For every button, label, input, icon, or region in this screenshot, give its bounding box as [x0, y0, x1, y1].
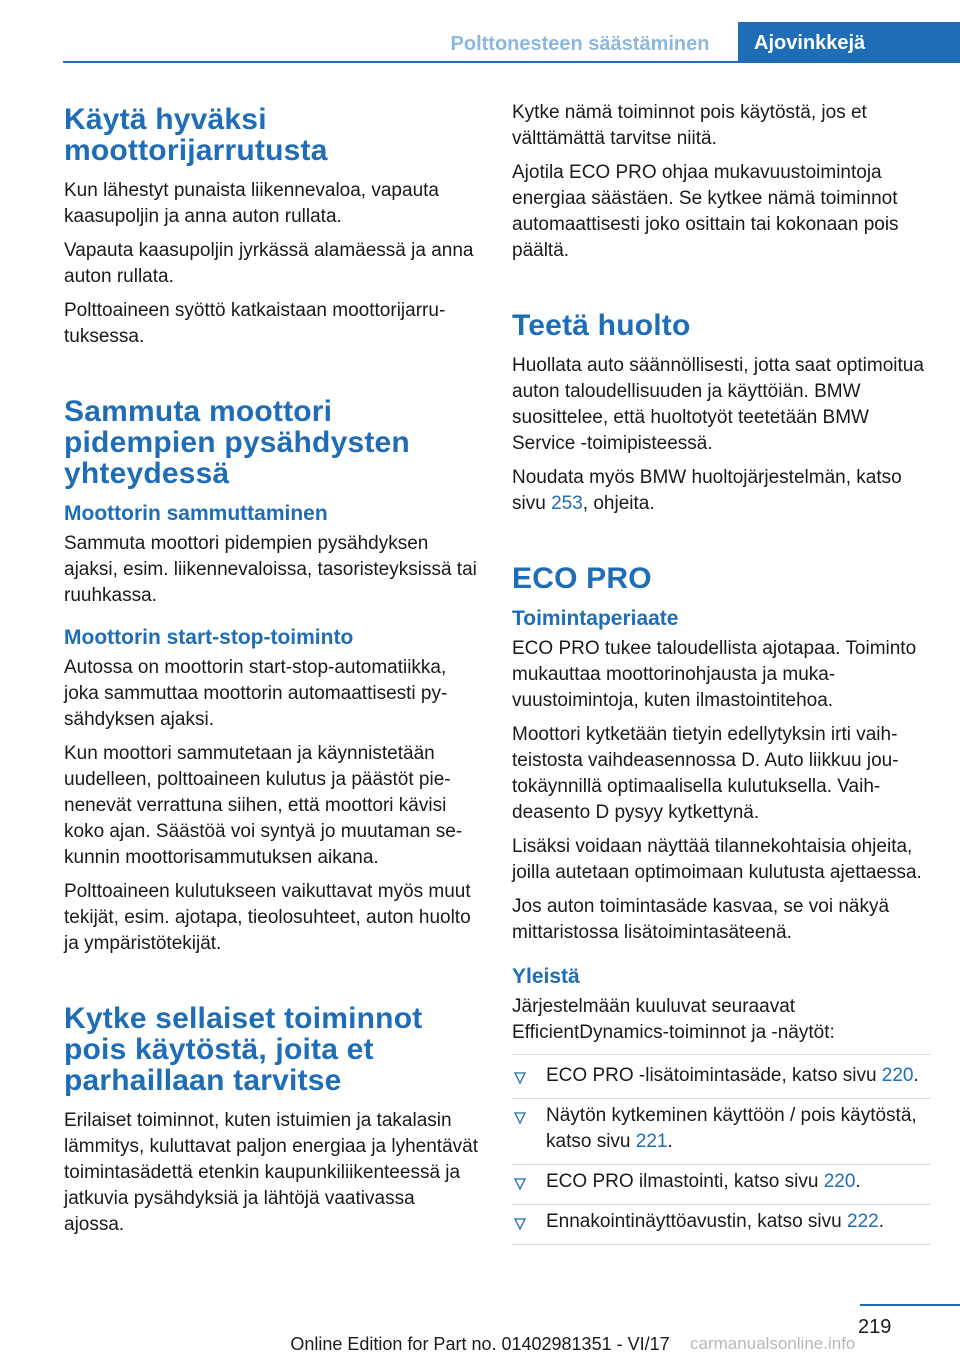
paragraph: Sammuta moottori pidempien pysähdyksen ajaksi, esim. liikennevaloissa, tasoristeyksissä tai ruuhkassa.: [64, 533, 477, 606]
subheading-principle: Toimintaperiaate: [512, 607, 679, 630]
text: Noudata myös BMW huoltojärjestelmän, katso sivu: [512, 467, 902, 514]
heading-eco-pro: ECO PRO: [512, 562, 652, 595]
triangle-bullet-icon: [514, 1111, 526, 1125]
paragraph: Autossa on moottorin start-stop-automatiikka, joka sammuttaa moottorin automaattisesti pysähdyksen ajaksi.: [64, 657, 448, 730]
triangle-bullet-icon: [514, 1217, 526, 1231]
paragraph: Polttoaineen syöttö katkaistaan moottorijarrutuksessa.: [64, 300, 446, 347]
paragraph: Lisäksi voidaan näyttää tilannekohtaisia ohjeita, joilla autetaan optimoimaan kulutusta ajettaessa.: [512, 836, 922, 883]
paragraph: ECO PRO tukee taloudellista ajotapaa. Toiminto mukauttaa moottorinohjausta ja mukavuustoimintoja, kuten ilmastointitehoa.: [512, 638, 917, 711]
paragraph: Erilaiset toiminnot, kuten istuimien ja takalasin lämmitys, kuluttavat paljon energiaa ja lyhentävät toimintasädettä etenkin kaupunkiliikenteessä ja jatkuvia pysähdyksiä ja lähtöjä vaativassa ajossa.: [64, 1110, 479, 1235]
paragraph: Ajotila ECO PRO ohjaa mukavuustoimintoja energiaa säästäen. Se kytkee nämä toiminnot automaattisesti joko osittain tai kokonaan pois päältä.: [512, 162, 899, 261]
paragraph: Vapauta kaasupoljin jyrkässä alamäessä ja anna auton rullata.: [64, 240, 474, 287]
right-column: [512, 100, 930, 1245]
paragraph: Jos auton toimintasäde kasvaa, se voi näkyä mittaristossa lisätoimintasäteenä.: [512, 896, 890, 943]
heading-engine-shutdown: Sammuta moottori pidempien pysähdysten yhteydessä: [64, 395, 410, 490]
efficient-dynamics-list: [512, 1054, 930, 1245]
text: .: [667, 1131, 673, 1152]
triangle-bullet-icon: [514, 1071, 526, 1085]
watermark: carmanualsonline.info: [690, 1334, 856, 1353]
list-item: [512, 1165, 930, 1205]
list-item: [512, 1054, 930, 1099]
heading-engine-braking: Käytä hyväksi moottorijarrutusta: [64, 103, 328, 167]
header-rule: [63, 61, 960, 63]
paragraph: Huollata auto säännöllisesti, jotta saat optimoitua auton taloudellisuuden ja käyttöiän. BMW suosittelee, että huoltotyöt teetetään BMW Service -toimipisteessä.: [512, 355, 924, 454]
page-number: 219: [858, 1316, 892, 1338]
footer-rule: [860, 1304, 960, 1306]
list-item: [512, 1205, 930, 1245]
subheading-shutting-down: Moottorin sammuttaminen: [64, 502, 328, 525]
subheading-start-stop: Moottorin start-stop-toiminto: [64, 626, 354, 649]
paragraph: Moottori kytketään tietyin edellytyksin irti vaihteistosta vaihdeasennossa D. Auto liikkuu joutokäynnillä optimaalisella kulutuksella. Vaihdeasento D pysyy kytkettynä.: [512, 724, 899, 823]
subheading-general: Yleistä: [512, 965, 580, 988]
heading-switch-off-functions: Kytke sellaiset toiminnot pois käytöstä, joita et parhaillaan tarvitse: [64, 1002, 423, 1097]
heading-service: Teetä huolto: [512, 309, 691, 342]
page-link-220[interactable]: 220: [881, 1065, 914, 1086]
triangle-bullet-icon: [514, 1177, 526, 1191]
text: ECO PRO -lisätoimintasäde, katso sivu: [546, 1065, 882, 1086]
page-link-222[interactable]: 222: [847, 1211, 879, 1232]
paragraph-service-reference: [512, 465, 930, 517]
edition-line: Online Edition for Part no. 01402981351 - VI/17: [290, 1334, 670, 1354]
text: .: [878, 1211, 884, 1232]
text: ECO PRO ilmastointi, katso sivu: [546, 1171, 824, 1192]
text: , ohjeita.: [582, 493, 655, 514]
header-chapter-tab: Ajovinkkejä: [738, 22, 960, 62]
text: Ennakointinäyttöavustin, katso sivu: [546, 1211, 848, 1232]
page-link-221[interactable]: 221: [635, 1131, 668, 1152]
paragraph: Kytke nämä toiminnot pois käytöstä, jos et välttämättä tarvitse niitä.: [512, 102, 867, 149]
paragraph: Polttoaineen kulutukseen vaikuttavat myös muut tekijät, esim. ajotapa, tieolosuhteet, auton huolto ja ympäristötekijät.: [64, 881, 471, 954]
paragraph: Kun moottori sammutetaan ja käynnistetään uudelleen, polttoaineen kulutus ja päästöt pienenevät verrattuna siihen, että moottori kävisi koko ajan. Säästöä voi syntyä jo muutaman sekunnin moottorisammutuksen aikana.: [64, 743, 463, 868]
text: .: [913, 1065, 919, 1086]
text: Näytön kytkeminen käyttöön / pois käytöstä, katso sivu: [546, 1105, 917, 1152]
left-column: [64, 100, 478, 1246]
page-link-220[interactable]: 220: [823, 1171, 856, 1192]
list-item: [512, 1099, 930, 1165]
paragraph: Järjestelmään kuuluvat seuraavat EfficientDynamics-toiminnot ja -näytöt:: [512, 996, 835, 1043]
page-link-253[interactable]: 253: [551, 493, 583, 514]
paragraph: Kun lähestyt punaista liikennevaloa, vapauta kaasupoljin ja anna auton rullata.: [64, 180, 439, 227]
text: .: [855, 1171, 861, 1192]
header-section-title: Polttonesteen säästäminen: [450, 33, 710, 55]
